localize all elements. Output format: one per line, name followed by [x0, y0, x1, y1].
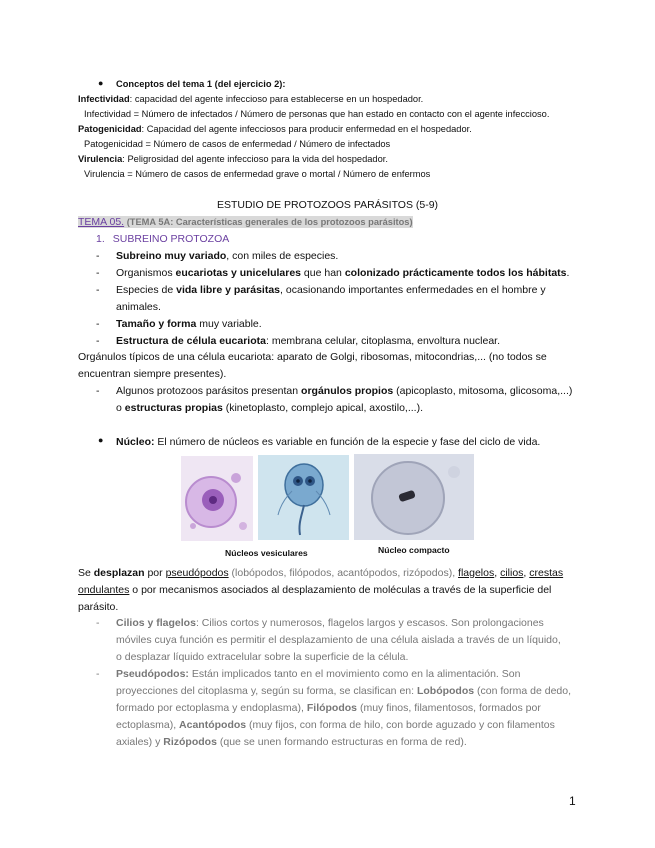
section-title: ESTUDIO DE PROTOZOOS PARÁSITOS (5-9): [216, 199, 439, 211]
pseudopodos-item-cont2: formado por ectoplasma y endoplasma), Filópodos (muy finos, filamentosos, formados por: [116, 702, 541, 714]
caption-vesiculares: Núcleos vesiculares: [225, 548, 308, 558]
list-dash: -: [96, 250, 100, 262]
virulencia-formula: Virulencia = Número de casos de enfermedad grave o mortal / Número de enfermos: [84, 169, 431, 179]
infectividad-definition: Infectividad: capacidad del agente infeccioso para establecerse en un hospedador.: [78, 94, 424, 104]
micrograph-vesicular-2: [258, 455, 349, 540]
subreino-heading: 1. SUBREINO PROTOZOA: [96, 233, 230, 245]
bullet-dot: ●: [98, 78, 104, 88]
pseudopodos-item-cont3: ectoplasma), Acantópodos (muy fijos, con forma de hilo, con borde aguzado y con filamentos: [116, 719, 555, 731]
list-dash: -: [96, 617, 100, 629]
list-dash: -: [96, 267, 100, 279]
list-dash: -: [96, 385, 100, 397]
list-dash: -: [96, 318, 100, 330]
micrograph-vesicular-1: [181, 456, 253, 541]
page-number: 1: [569, 794, 576, 808]
pseudopodos-item-cont: proyecciones del citoplasma y, según su forma, se clasifican en: Lobópodos (con forma de dedo,: [116, 685, 571, 697]
desplazan-paragraph-cont2: parásito.: [78, 601, 119, 613]
pseudopodos-item-cont4: axiales) y Rizópodos (que se unen formando estructuras en forma de red).: [116, 736, 467, 748]
infectividad-formula: Infectividad = Número de infectados / Número de personas que han estado en contacto con el agente infeccioso.: [84, 109, 550, 119]
list-item: Especies de vida libre y parásitas, ocasionando importantes enfermedades en el hombre y: [116, 284, 546, 296]
list-dash: -: [96, 335, 100, 347]
list-dash: -: [96, 284, 100, 296]
tema-link[interactable]: TEMA 05.: [78, 216, 125, 228]
concepts-heading: Conceptos del tema 1 (del ejercicio 2):: [116, 79, 286, 89]
pseudopodos-item: Pseudópodos: Están implicados tanto en el movimiento como en la alimentación. Son: [116, 668, 521, 680]
list-dash: -: [96, 668, 100, 680]
nucleo-item: Núcleo: El número de núcleos es variable en función de la especie y fase del ciclo de vida.: [116, 436, 541, 448]
cilios-item: Cilios y flagelos: Cilios cortos y numerosos, flagelos largos y escasos. Son prolongaciones: [116, 617, 544, 629]
cilios-item-cont2: o desplazar líquido extracelular sobre la superficie de la célula.: [116, 651, 409, 663]
micrograph-compact: [354, 454, 474, 540]
tema-heading: TEMA 05. (TEMA 5A: Características generales de los protozoos parásitos): [78, 216, 413, 228]
caption-compacto: Núcleo compacto: [378, 545, 450, 555]
list-item-continuation: animales.: [116, 301, 161, 313]
patogenicidad-formula: Patogenicidad = Número de casos de enfermedad / Número de infectados: [84, 139, 391, 149]
organulos-paragraph: Orgánulos típicos de una célula eucariota: aparato de Golgi, ribosomas, mitocondrias,... (no todos se: [78, 351, 547, 363]
desplazan-paragraph-cont: ondulantes o por mecanismos asociados al desplazamiento de moléculas a través de la superficie del: [78, 584, 552, 596]
virulencia-definition: Virulencia: Peligrosidad del agente infeccioso para la vida del hospedador.: [78, 154, 388, 164]
organulos-paragraph-cont: encuentran siempre presentes).: [78, 368, 227, 380]
propios-item-cont: o estructuras propias (kinetoplasto, complejo apical, axostilo,...).: [116, 402, 423, 414]
list-item: Subreino muy variado, con miles de especies.: [116, 250, 339, 262]
patogenicidad-definition: Patogenicidad: Capacidad del agente infecciosos para producir enfermedad en el hospedador.: [78, 124, 472, 134]
bullet-dot: ●: [98, 435, 104, 445]
desplazan-paragraph: Se desplazan por pseudópodos (lobópodos, filópodos, acantópodos, rizópodos), flagelos, cilios, crestas: [78, 567, 564, 579]
cilios-item-cont: móviles cuya función es permitir el desplazamiento de una célula aislada a través de un líquido,: [116, 634, 561, 646]
list-item: Organismos eucariotas y unicelulares que han colonizado prácticamente todos los hábitats.: [116, 267, 570, 279]
list-item: Tamaño y forma muy variable.: [116, 318, 262, 330]
list-item: Estructura de célula eucariota: membrana celular, citoplasma, envoltura nuclear.: [116, 335, 501, 347]
propios-item: Algunos protozoos parásitos presentan orgánulos propios (apicoplasto, mitosoma, glicosoma,...): [116, 385, 573, 397]
